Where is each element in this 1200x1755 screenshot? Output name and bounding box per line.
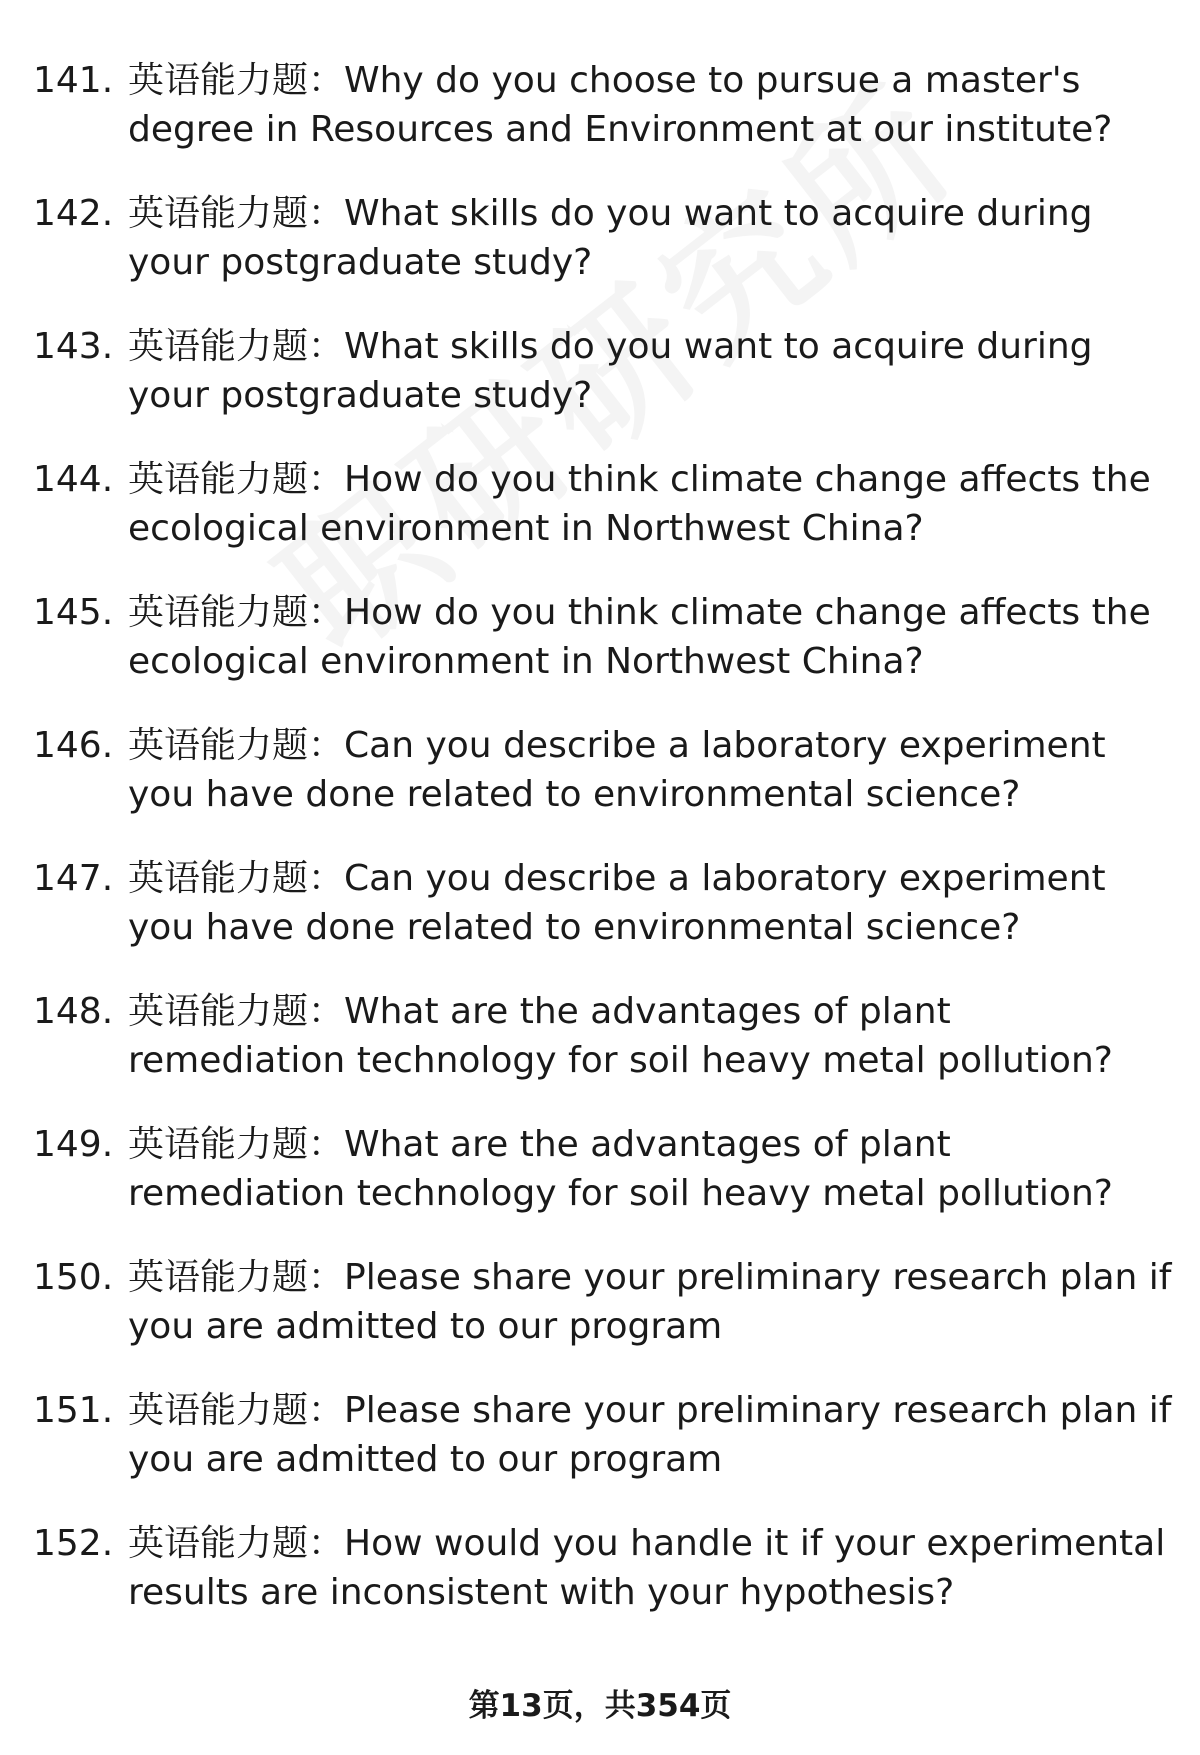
question-number: 151. xyxy=(33,1390,114,1431)
question-body xyxy=(128,189,1178,287)
question-number: 148. xyxy=(33,991,114,1032)
question-prefix: 英语能力题： xyxy=(128,592,345,633)
question-prefix: 英语能力题： xyxy=(128,1523,345,1564)
question-prefix: 英语能力题： xyxy=(128,1257,345,1298)
question-body xyxy=(128,1519,1178,1617)
question-number: 144. xyxy=(33,459,114,500)
question-item xyxy=(0,1386,1200,1519)
question-text: Can you describe a laboratory experiment you have done related to environmental science? xyxy=(128,725,1106,815)
question-body xyxy=(128,588,1178,686)
question-text: Can you describe a laboratory experiment you have done related to environmental science? xyxy=(128,858,1106,948)
question-item xyxy=(0,56,1200,189)
question-item xyxy=(0,987,1200,1120)
question-body xyxy=(128,854,1178,952)
question-text: How do you think climate change affects the ecological environment in Northwest China? xyxy=(128,459,1151,549)
question-item xyxy=(0,1253,1200,1386)
question-item xyxy=(0,189,1200,322)
question-text: Please share your preliminary research plan if you are admitted to our program xyxy=(128,1257,1172,1347)
question-number: 142. xyxy=(33,193,114,234)
question-number: 147. xyxy=(33,858,114,899)
question-body xyxy=(128,322,1178,420)
question-text: Why do you choose to pursue a master's degree in Resources and Environment at our institute? xyxy=(128,60,1113,150)
question-prefix: 英语能力题： xyxy=(128,1390,345,1431)
question-text: What skills do you want to acquire during your postgraduate study? xyxy=(128,193,1093,283)
question-prefix: 英语能力题： xyxy=(128,326,345,367)
question-list xyxy=(0,56,1200,1652)
question-item xyxy=(0,1519,1200,1652)
question-body xyxy=(128,721,1178,819)
question-text: What skills do you want to acquire during your postgraduate study? xyxy=(128,326,1093,416)
question-prefix: 英语能力题： xyxy=(128,725,345,766)
question-number: 150. xyxy=(33,1257,114,1298)
question-prefix: 英语能力题： xyxy=(128,60,345,101)
question-number: 143. xyxy=(33,326,114,367)
question-body xyxy=(128,56,1178,154)
question-prefix: 英语能力题： xyxy=(128,459,345,500)
question-item xyxy=(0,854,1200,987)
question-item xyxy=(0,322,1200,455)
question-number: 149. xyxy=(33,1124,114,1165)
question-prefix: 英语能力题： xyxy=(128,991,345,1032)
question-item xyxy=(0,455,1200,588)
question-body xyxy=(128,987,1178,1085)
question-prefix: 英语能力题： xyxy=(128,858,345,899)
question-text: How do you think climate change affects the ecological environment in Northwest China? xyxy=(128,592,1151,682)
page-footer: 第13页，共354页 xyxy=(468,1688,732,1724)
question-prefix: 英语能力题： xyxy=(128,1124,345,1165)
question-text: What are the advantages of plant remediation technology for soil heavy metal pollution? xyxy=(128,1124,1113,1214)
question-number: 146. xyxy=(33,725,114,766)
question-number: 141. xyxy=(33,60,114,101)
question-prefix: 英语能力题： xyxy=(128,193,345,234)
question-text: What are the advantages of plant remediation technology for soil heavy metal pollution? xyxy=(128,991,1113,1081)
question-body xyxy=(128,1253,1178,1351)
question-body xyxy=(128,1386,1178,1484)
question-body xyxy=(128,1120,1178,1218)
question-item xyxy=(0,721,1200,854)
question-text: How would you handle it if your experimental results are inconsistent with your hypothesis? xyxy=(128,1523,1166,1613)
question-text: Please share your preliminary research plan if you are admitted to our program xyxy=(128,1390,1172,1480)
question-item xyxy=(0,588,1200,721)
question-number: 152. xyxy=(33,1523,114,1564)
question-item xyxy=(0,1120,1200,1253)
question-number: 145. xyxy=(33,592,114,633)
question-body xyxy=(128,455,1178,553)
